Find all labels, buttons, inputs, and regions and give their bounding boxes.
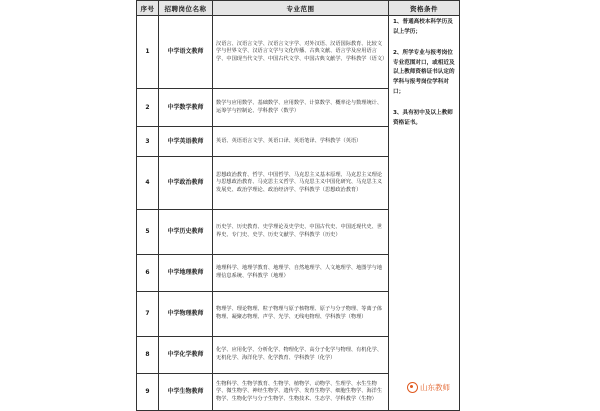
header-requirement: 资格条件 [389, 1, 460, 16]
major-scope: 物理学、理论物理、粒子物理与原子核物理、原子与分子物理、等离子体物理、凝聚态物理、声学、光学、无线电物理、学科教学（物理） [213, 292, 389, 337]
position-name: 中学生物教师 [159, 374, 213, 411]
watermark-logo-icon [407, 382, 418, 393]
position-name: 中学英语教师 [159, 127, 213, 157]
row-number: 2 [137, 89, 159, 127]
table-row [137, 16, 460, 89]
position-name: 中学地理教师 [159, 255, 213, 292]
major-scope: 思想政治教育、哲学、中国哲学、马克思主义基本原理、马克思主义理论与思想政治教育、马克思主义哲学、马克思主义中国化研究、马克思主义发展史、政治学理论、政治经济学、学科教学（思想政治教育） [213, 157, 389, 210]
major-scope: 汉语言、汉语言文学、汉语言文字学、对外汉语、汉语国际教育、比较文学与世界文学、汉语言文学与文化传播、古典文献、语言学及应用语言学、中国现当代文学、中国古代文学、中国古典文献学、学科教学（语文） [213, 16, 389, 89]
major-scope: 地理科学、地理学教育、地理学、自然地理学、人文地理学、地图学与地理信息系统、学科教学（地理） [213, 255, 389, 292]
position-name: 中学数学教师 [159, 89, 213, 127]
watermark-text: 山东教师 [420, 383, 450, 392]
watermark [407, 382, 450, 393]
row-number: 1 [137, 16, 159, 89]
row-number: 6 [137, 255, 159, 292]
position-name: 中学政治教师 [159, 157, 213, 210]
major-scope: 历史学、历史教育、史学理论及史学史、中国古代史、中国近现代史、世界史、专门史、史学、历史文献学、学科教学（历史） [213, 210, 389, 255]
row-number: 9 [137, 374, 159, 411]
row-number: 5 [137, 210, 159, 255]
major-scope: 数学与应用数学、基础数学、应用数学、计算数学、概率论与数理统计、运筹学与控制论、学科教学（数学） [213, 89, 389, 127]
header-no: 序号 [137, 1, 159, 16]
requirement-item: 1、普通高校本科学历及以上学历； [393, 19, 453, 35]
position-name: 中学语文教师 [159, 16, 213, 89]
document-page [136, 0, 459, 400]
requirements-cell [389, 16, 460, 411]
row-number: 7 [137, 292, 159, 337]
position-name: 中学化学教师 [159, 337, 213, 374]
row-number: 4 [137, 157, 159, 210]
major-scope: 英语、英语语言文学、英语口译、英语笔译、学科教学（英语） [213, 127, 389, 157]
row-number: 3 [137, 127, 159, 157]
position-name: 中学历史教师 [159, 210, 213, 255]
requirement-item: 3、具有初中及以上教师资格证书。 [393, 110, 453, 126]
major-scope: 生物科学、生物学教育、生物学、植物学、动物学、生理学、水生生物学、微生物学、神经生物学、遗传学、发育生物学、细胞生物学、海洋生物学、生物化学与分子生物学、生物技术、生态学、学科教学（生物） [213, 374, 389, 411]
header-major: 专业范围 [213, 1, 389, 16]
table-header-row [137, 1, 460, 16]
row-number: 8 [137, 337, 159, 374]
recruitment-table [136, 0, 460, 411]
major-scope: 化学、应用化学、分析化学、物理化学、高分子化学与物理、有机化学、无机化学、海洋化学、化学教育、学科教学（化学） [213, 337, 389, 374]
position-name: 中学物理教师 [159, 292, 213, 337]
header-position: 招聘岗位名称 [159, 1, 213, 16]
requirement-item: 2、所学专业与报考岗位专业范围对口，或相近及以上教师资格证书认定的学科与报考岗位学科对口； [393, 50, 455, 95]
